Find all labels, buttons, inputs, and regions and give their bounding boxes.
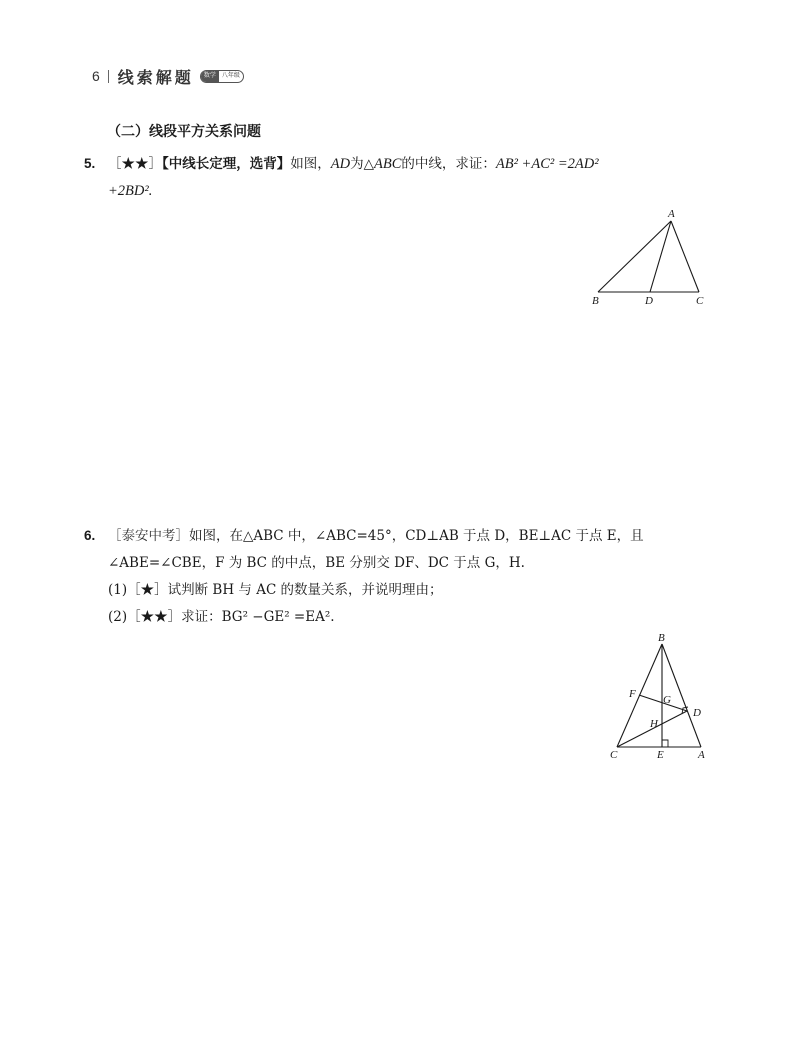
q6-label-b: B [658, 632, 665, 644]
q6-label-f: F [629, 688, 636, 700]
q5-tag: 【中线长定理，选背】 [162, 156, 291, 172]
q6-label-a: A [698, 749, 705, 761]
q6-number: 6. [84, 528, 96, 543]
q5-stars: ［★★］ [108, 156, 162, 172]
q5-number: 5. [84, 156, 96, 171]
q5-formula: AB² +AC² =2AD² [495, 156, 599, 172]
q5-formula-cont: +2BD². [108, 183, 153, 199]
q6-part-2 [84, 604, 644, 631]
q5-text-b: AD [330, 156, 351, 172]
q5-line-1 [84, 150, 599, 178]
q6-label-d: D [693, 707, 701, 719]
q6-part-2-label: (2) [108, 609, 128, 625]
q6-label-e: E [657, 749, 664, 761]
q5-text-a: 如图， [290, 156, 331, 172]
section-title: （二）线段平方关系问题 [107, 124, 261, 140]
q5-line-2 [84, 178, 599, 205]
q6-part-2-stars: ［★★］ [127, 609, 182, 625]
q6-text-2: ∠ABE=∠CBE，F 为 BC 的中点，BE 分别交 DF、DC 于点 G，H. [108, 555, 525, 571]
q5-segment-ac [671, 221, 699, 292]
q6-right-angle-e [662, 740, 668, 747]
q6-part-1-text: 试判断 BH 与 AC 的数量关系，并说明理由； [167, 582, 443, 598]
question-6 [84, 522, 644, 631]
page-number: 6 [92, 68, 100, 84]
q6-line-2 [84, 550, 644, 577]
q6-label-c: C [610, 749, 618, 761]
q5-label-c: C [696, 295, 704, 307]
q6-figure [605, 630, 715, 762]
page-header [92, 65, 244, 87]
q6-label-g: G [663, 694, 671, 706]
q5-label-b: B [592, 295, 599, 307]
q6-part-2-text: 求证：BG² −GE² =EA². [181, 609, 335, 625]
badge-subject: 数学 [201, 71, 219, 82]
badge-grade: 八年级 [221, 72, 240, 79]
q5-text-c: 为△ [350, 156, 374, 172]
question-5 [84, 150, 599, 205]
q6-text-1: 如图，在△ABC 中，∠ABC=45°，CD⊥AB 于点 D，BE⊥AC 于点 E，且 [189, 528, 644, 544]
q6-part-1 [84, 577, 644, 604]
header-divider [108, 70, 109, 83]
q6-part-1-stars: ［★］ [127, 582, 168, 598]
q5-label-d: D [645, 295, 653, 307]
q5-text-e: 的中线，求证： [401, 156, 496, 172]
subject-badge [200, 70, 244, 83]
q5-text-d: ABC [373, 156, 402, 172]
q5-figure [585, 203, 715, 311]
q5-label-a: A [668, 208, 675, 220]
book-title: 线索解题 [117, 67, 194, 87]
q6-part-1-label: (1) [108, 582, 128, 598]
q6-label-h: H [650, 718, 658, 730]
q6-line-1 [84, 522, 644, 550]
q6-source: ［泰安中考］ [108, 528, 189, 544]
